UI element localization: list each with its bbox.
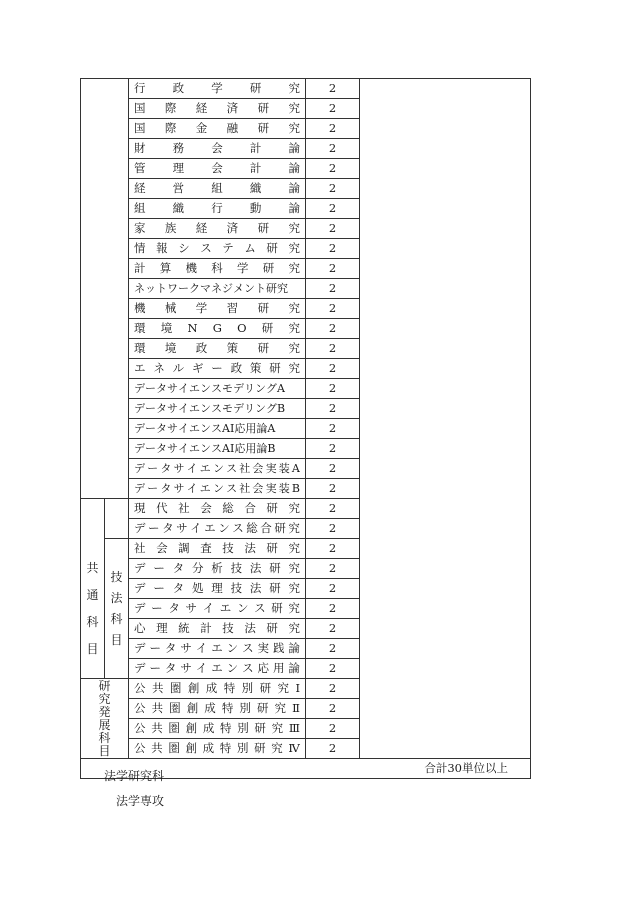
course-credits: 2 bbox=[306, 159, 360, 179]
course-name bbox=[129, 499, 306, 519]
major-label: 法学専攻 bbox=[116, 794, 165, 808]
course-name bbox=[129, 319, 306, 339]
course-name-text: 経 営 組 織 論 bbox=[134, 181, 300, 195]
course-credits: 2 bbox=[306, 119, 360, 139]
course-name bbox=[129, 639, 306, 659]
course-name-text: デ ー タ サ イ エ ン ス 応 用 論 bbox=[134, 661, 300, 675]
course-name-text: 社 会 調 査 技 法 研 究 bbox=[134, 541, 300, 555]
course-credits: 2 bbox=[306, 679, 360, 699]
course-name bbox=[129, 299, 306, 319]
course-credits: 2 bbox=[306, 459, 360, 479]
course-name bbox=[129, 439, 306, 459]
course-name bbox=[129, 679, 306, 699]
course-credits: 2 bbox=[306, 739, 360, 759]
course-name bbox=[129, 339, 306, 359]
course-name bbox=[129, 659, 306, 679]
course-name-text: 管 理 会 計 論 bbox=[134, 161, 300, 175]
curriculum-table bbox=[80, 78, 531, 779]
course-credits: 2 bbox=[306, 239, 360, 259]
course-name bbox=[129, 699, 306, 719]
course-credits: 2 bbox=[306, 439, 360, 459]
course-credits: 2 bbox=[306, 519, 360, 539]
course-credits: 2 bbox=[306, 179, 360, 199]
course-name bbox=[129, 479, 306, 499]
common-subjects-cell bbox=[81, 499, 105, 679]
course-name-text: 環 境 政 策 研 究 bbox=[134, 341, 300, 355]
course-name bbox=[129, 159, 306, 179]
course-credits: 2 bbox=[306, 339, 360, 359]
course-name-text: 家 族 経 済 研 究 bbox=[134, 221, 300, 235]
course-name-text: デ ー タ サ イ エ ン ス モ デ リ ン グ B bbox=[134, 402, 286, 415]
course-credits: 2 bbox=[306, 99, 360, 119]
course-name bbox=[129, 259, 306, 279]
course-name bbox=[129, 719, 306, 739]
course-credits: 2 bbox=[306, 79, 360, 99]
course-name bbox=[129, 459, 306, 479]
course-credits: 2 bbox=[306, 599, 360, 619]
blank-cell bbox=[105, 499, 129, 539]
course-name-text: デ ー タ サ イ エ ン ス A I 応 用 論 A bbox=[134, 422, 276, 435]
course-credits: 2 bbox=[306, 499, 360, 519]
course-name-text: エ ネ ル ギ ー 政 策 研 究 bbox=[134, 361, 300, 375]
course-name-text: 環 境 N G O 研 究 bbox=[134, 321, 300, 335]
course-name bbox=[129, 99, 306, 119]
course-credits: 2 bbox=[306, 259, 360, 279]
course-name-text: 国 際 経 済 研 究 bbox=[134, 101, 300, 115]
remarks-cell bbox=[360, 79, 531, 759]
course-name-text: 国 際 金 融 研 究 bbox=[134, 121, 300, 135]
course-name-text: 情 報 シ ス テ ム 研 究 bbox=[134, 241, 300, 255]
course-credits: 2 bbox=[306, 299, 360, 319]
course-name-text: デ ー タ サ イ エ ン ス 社 会 実 装 B bbox=[134, 482, 300, 495]
course-name bbox=[129, 579, 306, 599]
course-name-text: ネ ッ ト ワ ー ク マ ネ ジ メ ン ト 研 究 bbox=[134, 282, 288, 295]
total-credits: 合計30単位以上 bbox=[81, 759, 531, 779]
course-name-text: 心 理 統 計 技 法 研 究 bbox=[134, 621, 300, 635]
course-name-text: 計 算 機 科 学 研 究 bbox=[134, 261, 300, 275]
course-credits: 2 bbox=[306, 559, 360, 579]
course-credits: 2 bbox=[306, 379, 360, 399]
course-name-text: 公 共 圏 創 成 特 別 研 究 Ⅳ bbox=[134, 741, 300, 755]
course-name-text: 機 械 学 習 研 究 bbox=[134, 301, 300, 315]
course-credits: 2 bbox=[306, 199, 360, 219]
course-name-text: デ ー タ サ イ エ ン ス 総 合 研 究 bbox=[134, 521, 300, 535]
course-credits: 2 bbox=[306, 639, 360, 659]
course-name bbox=[129, 119, 306, 139]
course-name-text: デ ー タ サ イ エ ン ス A I 応 用 論 B bbox=[134, 442, 276, 455]
course-credits: 2 bbox=[306, 219, 360, 239]
course-name bbox=[129, 219, 306, 239]
course-credits: 2 bbox=[306, 319, 360, 339]
course-credits: 2 bbox=[306, 619, 360, 639]
course-name bbox=[129, 139, 306, 159]
course-name bbox=[129, 79, 306, 99]
course-name bbox=[129, 519, 306, 539]
course-name bbox=[129, 279, 306, 299]
course-name-text: デ ー タ サ イ エ ン ス モ デ リ ン グ A bbox=[134, 382, 285, 395]
course-name bbox=[129, 619, 306, 639]
vertical-group-label: 技 法 科 目 bbox=[110, 569, 123, 647]
course-credits: 2 bbox=[306, 699, 360, 719]
course-name bbox=[129, 559, 306, 579]
course-credits: 2 bbox=[306, 479, 360, 499]
graduate-school-label: 法学研究科 bbox=[104, 769, 165, 783]
course-credits: 2 bbox=[306, 279, 360, 299]
course-name bbox=[129, 179, 306, 199]
course-credits: 2 bbox=[306, 359, 360, 379]
course-name-text: 財 務 会 計 論 bbox=[134, 141, 300, 155]
course-name bbox=[129, 359, 306, 379]
course-name-text: デ ー タ 処 理 技 法 研 究 bbox=[134, 581, 300, 595]
course-name bbox=[129, 739, 306, 759]
course-credits: 2 bbox=[306, 579, 360, 599]
course-name bbox=[129, 599, 306, 619]
course-name-text: 公 共 圏 創 成 特 別 研 究 Ⅰ bbox=[134, 681, 300, 695]
group-label-cell bbox=[81, 79, 129, 499]
course-name bbox=[129, 199, 306, 219]
course-credits: 2 bbox=[306, 419, 360, 439]
course-name bbox=[129, 379, 306, 399]
course-name-text: 組 織 行 動 論 bbox=[134, 201, 300, 215]
course-name-text: 公 共 圏 創 成 特 別 研 究 Ⅲ bbox=[134, 721, 300, 735]
course-name-text: デ ー タ サ イ エ ン ス 社 会 実 装 A bbox=[134, 462, 300, 475]
course-name bbox=[129, 239, 306, 259]
table-row bbox=[81, 79, 531, 99]
course-name bbox=[129, 419, 306, 439]
course-credits: 2 bbox=[306, 719, 360, 739]
course-name-text: 現 代 社 会 総 合 研 究 bbox=[134, 501, 300, 515]
course-name-text: デ ー タ サ イ エ ン ス 研 究 bbox=[134, 601, 300, 615]
common-subjects-label: 共 通 科 目 bbox=[86, 560, 99, 656]
course-name-text: 公 共 圏 創 成 特 別 研 究 Ⅱ bbox=[134, 701, 300, 715]
course-name-text: 行 政 学 研 究 bbox=[134, 81, 300, 95]
course-credits: 2 bbox=[306, 659, 360, 679]
course-credits: 2 bbox=[306, 399, 360, 419]
course-name-text: デ ー タ サ イ エ ン ス 実 践 論 bbox=[134, 641, 300, 655]
course-name-text: デ ー タ 分 析 技 法 研 究 bbox=[134, 561, 300, 575]
course-name bbox=[129, 399, 306, 419]
vertical-group-label: 研 究 発 展 科 目 bbox=[98, 678, 111, 758]
course-credits: 2 bbox=[306, 539, 360, 559]
course-name bbox=[129, 539, 306, 559]
course-credits: 2 bbox=[306, 139, 360, 159]
